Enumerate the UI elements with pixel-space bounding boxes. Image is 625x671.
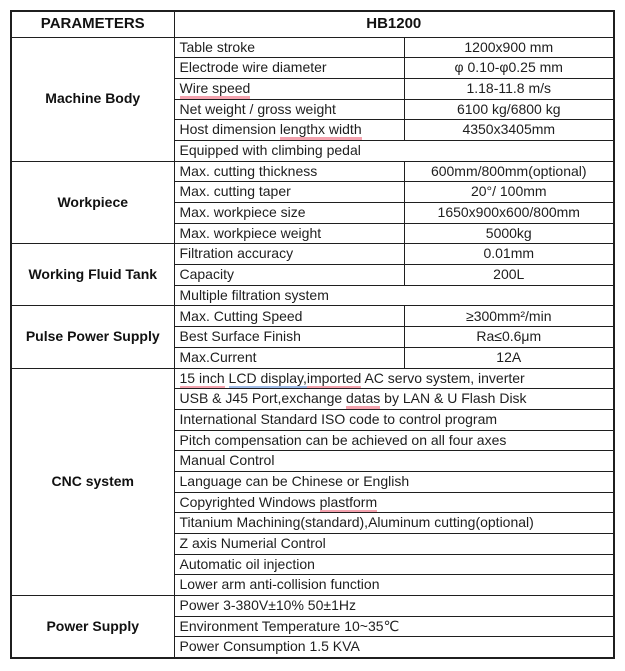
section-pulse-power-supply — [11, 306, 174, 368]
spec-value-cell — [404, 161, 614, 182]
table-header-row — [11, 11, 614, 37]
spec-label-cell — [174, 306, 404, 327]
spec-value-cell — [404, 223, 614, 244]
text-run: Net weight / gross weight — [179, 100, 336, 117]
proofing-underline-pink: Wire speed — [180, 80, 251, 99]
text-run: Language can be Chinese or English — [179, 473, 410, 490]
text-run: Pitch compensation can be achieved on all four axes — [179, 431, 507, 448]
text-run: Max. workpiece weight — [179, 224, 322, 241]
spec-label-cell — [174, 161, 404, 182]
text-run: Max.Current — [179, 348, 257, 365]
text-run: Pulse Power Supply — [25, 328, 160, 345]
section-machine-body — [11, 37, 174, 161]
text-run: by LAN & U Flash Disk — [380, 390, 527, 407]
text-run: Best Surface Finish — [179, 328, 301, 345]
text-run: 1200x900 mm — [464, 38, 554, 55]
text-run: Lower arm anti-collision function — [179, 576, 380, 593]
text-run: Power Consumption 1.5 KVA — [179, 638, 360, 655]
text-run: Working Fluid Tank — [28, 266, 158, 283]
text-run: Z axis Numerial Control — [179, 535, 326, 552]
spec-table-body — [11, 37, 614, 658]
proofing-underline-pink: imported — [307, 370, 361, 389]
spec-value-cell — [404, 265, 614, 286]
spec-table — [10, 10, 615, 659]
spec-label-cell — [174, 223, 404, 244]
spec-label-cell — [174, 37, 404, 58]
proofing-underline-pink: plastform — [320, 494, 378, 513]
spec-value-cell — [404, 182, 614, 203]
spec-label-cell — [174, 203, 404, 224]
text-run: Max. Cutting Speed — [179, 307, 303, 324]
spec-full-cell — [174, 389, 614, 410]
text-run: Capacity — [179, 266, 234, 283]
section-cnc-system — [11, 368, 174, 596]
text-run — [225, 370, 229, 386]
table-row — [11, 306, 614, 327]
section-workpiece — [11, 161, 174, 244]
spec-label-cell — [174, 265, 404, 286]
text-run: Machine Body — [45, 90, 141, 107]
text-run: Workpiece — [57, 193, 129, 210]
text-run: Host dimension — [179, 121, 280, 138]
spec-full-cell — [174, 409, 614, 430]
text-run: Max. workpiece size — [179, 204, 306, 221]
text-run: Automatic oil injection — [179, 555, 315, 572]
text-run: Ra≤0.6μm — [476, 328, 542, 345]
spec-table-container — [10, 10, 615, 659]
spec-full-cell — [174, 285, 614, 306]
text-run: Multiple filtration system — [179, 286, 329, 303]
text-run: AC servo system, inverter — [361, 369, 525, 386]
table-row — [11, 368, 614, 389]
text-run: 1.18-11.8 m/s — [466, 79, 552, 96]
text-run: Electrode wire diameter — [179, 59, 327, 76]
text-run: 20°/ 100mm — [470, 183, 547, 200]
spec-value-cell — [404, 203, 614, 224]
text-run: Environment Temperature 10~35℃ — [179, 617, 400, 634]
text-run: Equipped with climbing pedal — [179, 142, 361, 159]
proofing-underline-pink: lengthx width — [280, 121, 362, 140]
text-run: Copyrighted Windows — [179, 493, 320, 510]
text-run: Filtration accuracy — [179, 245, 294, 262]
text-run: Power 3-380V±10% 50±1Hz — [179, 597, 356, 614]
proofing-underline-pink: datas — [346, 390, 380, 409]
text-run: CNC system — [51, 473, 134, 490]
spec-full-cell — [174, 140, 614, 161]
spec-label-cell — [174, 327, 404, 348]
spec-label-cell — [174, 78, 404, 99]
text-run: Power Supply — [46, 617, 140, 634]
proofing-underline-pink: 15 inch — [180, 370, 225, 389]
table-row — [11, 596, 614, 617]
spec-value-cell — [404, 327, 614, 348]
text-run: Table stroke — [179, 38, 255, 55]
text-run: Max. cutting taper — [179, 183, 291, 200]
text-run: International Standard ISO code to control program — [179, 410, 498, 427]
text-run: Manual Control — [179, 452, 275, 469]
spec-full-cell — [174, 471, 614, 492]
text-run: 4350x3405mm — [462, 121, 556, 138]
spec-full-cell — [174, 513, 614, 534]
spec-full-cell — [174, 451, 614, 472]
spec-value-cell — [404, 58, 614, 79]
table-row — [11, 244, 614, 265]
text-run: 12A — [496, 348, 522, 365]
text-run: ≥300mm²/min — [466, 307, 552, 324]
spec-value-cell — [404, 120, 614, 141]
spec-value-cell — [404, 244, 614, 265]
spec-full-cell — [174, 554, 614, 575]
spec-full-cell — [174, 637, 614, 658]
text-run: 1650x900x600/800mm — [437, 204, 580, 221]
text-run: φ 0.10-φ0.25 mm — [454, 59, 563, 76]
text-run: 6100 kg/6800 kg — [456, 100, 561, 117]
text-run: USB & J45 Port,exchange — [179, 390, 347, 407]
spec-label-cell — [174, 182, 404, 203]
spec-label-cell — [174, 347, 404, 368]
text-run: 5000kg — [485, 224, 532, 241]
header-model-cell: HB1200 — [174, 11, 614, 37]
spec-value-cell — [404, 306, 614, 327]
spec-value-cell — [404, 78, 614, 99]
spec-full-cell — [174, 492, 614, 513]
spec-value-cell — [404, 99, 614, 120]
spec-label-cell — [174, 99, 404, 120]
text-run: Max. cutting thickness — [179, 162, 318, 179]
spec-value-cell — [404, 37, 614, 58]
section-working-fluid-tank — [11, 244, 174, 306]
spec-full-cell — [174, 534, 614, 555]
text-run: 600mm/800mm(optional) — [430, 162, 587, 179]
table-row — [11, 37, 614, 58]
text-run: 200L — [493, 266, 525, 283]
spec-label-cell — [174, 58, 404, 79]
table-row — [11, 161, 614, 182]
spec-full-cell — [174, 575, 614, 596]
spec-full-cell — [174, 368, 614, 389]
text-run: Titanium Machining(standard),Aluminum cutting(optional) — [179, 514, 534, 531]
header-parameters-cell: PARAMETERS — [11, 11, 174, 37]
spec-full-cell — [174, 430, 614, 451]
spec-label-cell — [174, 120, 404, 141]
section-power-supply — [11, 596, 174, 658]
spec-full-cell — [174, 596, 614, 617]
spec-full-cell — [174, 616, 614, 637]
proofing-underline-blue: LCD display, — [229, 370, 307, 389]
spec-label-cell — [174, 244, 404, 265]
text-run: 0.01mm — [483, 245, 535, 262]
spec-value-cell — [404, 347, 614, 368]
